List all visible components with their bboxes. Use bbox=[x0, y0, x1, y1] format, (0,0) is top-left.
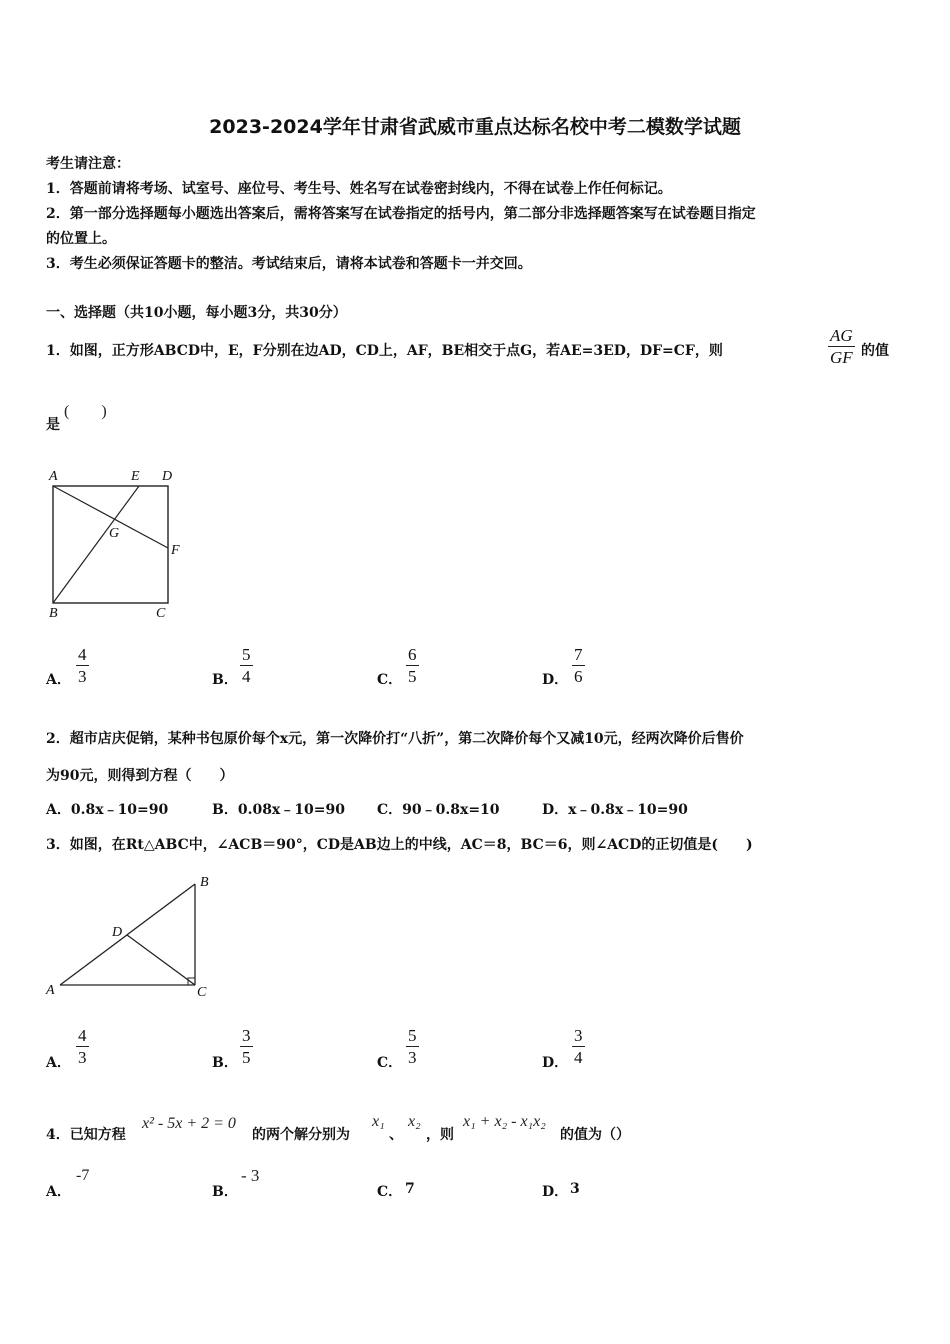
section-heading: 一、选择题（共10小题，每小题3分，共30分） bbox=[46, 305, 347, 321]
label-c: C bbox=[197, 985, 207, 1000]
q4-x2: x₂ bbox=[408, 1113, 421, 1130]
q2-option-c[interactable]: C．90﹣0.8x=10 bbox=[377, 802, 500, 818]
numerator: 5 bbox=[242, 645, 251, 664]
square-abcd bbox=[53, 486, 168, 603]
q1-option-d-fraction[interactable] bbox=[572, 644, 585, 687]
label-f: F bbox=[171, 543, 180, 558]
q4-option-b-label: B． bbox=[212, 1184, 238, 1200]
q4-option-d-label: D． bbox=[542, 1184, 569, 1200]
q4-option-a-value[interactable]: -7 bbox=[76, 1167, 90, 1184]
q1-option-c-fraction[interactable] bbox=[406, 644, 419, 687]
q3-option-c-fraction[interactable] bbox=[406, 1025, 419, 1068]
numerator: 4 bbox=[78, 645, 87, 664]
q1-text: 1．如图，正方形ABCD中，E，F分别在边AD，CD上，AF，BE相交于点G，若AE=3ED，DF=CF，则 bbox=[46, 343, 723, 359]
q4-tail: 的值为（） bbox=[560, 1127, 630, 1143]
q2-option-d[interactable]: D．x﹣0.8x﹣10=90 bbox=[542, 802, 688, 818]
numerator: 3 bbox=[242, 1026, 251, 1045]
segment-cd bbox=[127, 935, 195, 985]
q4-option-c-value[interactable]: 7 bbox=[405, 1181, 415, 1197]
q4-separator: 、 bbox=[389, 1127, 403, 1143]
q3-option-a-fraction[interactable] bbox=[76, 1025, 89, 1068]
q4-option-a-label: A． bbox=[46, 1184, 71, 1200]
denominator: 3 bbox=[78, 667, 87, 686]
q1-option-a-fraction[interactable] bbox=[76, 644, 89, 687]
q3-option-a-label: A． bbox=[46, 1055, 71, 1071]
q3-triangle-figure bbox=[40, 870, 230, 1000]
notice-item-2-line-2: 的位置上。 bbox=[46, 231, 116, 247]
q3-option-d-label: D． bbox=[542, 1055, 569, 1071]
q3-option-b-fraction[interactable] bbox=[240, 1025, 253, 1068]
denominator: 5 bbox=[242, 1048, 251, 1067]
numerator: 4 bbox=[78, 1026, 87, 1045]
denominator: 4 bbox=[574, 1048, 583, 1067]
label-d: D bbox=[112, 925, 123, 940]
denominator: 3 bbox=[408, 1048, 417, 1067]
q3-text: 3．如图，在Rt△ABC中，∠ACB＝90°，CD是AB边上的中线，AC＝8，BC＝6，则∠ACD的正切值是( ) bbox=[46, 837, 753, 853]
denominator: 6 bbox=[574, 667, 583, 686]
notice-heading: 考生请注意： bbox=[46, 156, 130, 172]
label-a: A bbox=[49, 469, 58, 484]
q2-option-b[interactable]: B．0.08x﹣10=90 bbox=[212, 802, 345, 818]
notice-item-2-line-1: 2．第一部分选择题每小题选出答案后，需将答案写在试卷指定的括号内，第二部分非选择题答案写在试卷题目指定 bbox=[46, 206, 756, 222]
label-a: A bbox=[46, 983, 55, 998]
denominator: 4 bbox=[242, 667, 251, 686]
q1-option-b-fraction[interactable] bbox=[240, 644, 253, 687]
q2-line-1: 2．超市店庆促销，某种书包原价每个x元，第一次降价打“八折”，第二次降价每个又减10元，经两次降价后售价 bbox=[46, 731, 744, 747]
page-title: 2023-2024学年甘肃省武威市重点达标名校中考二模数学试题 bbox=[209, 116, 741, 138]
label-g: G bbox=[109, 526, 120, 541]
q4-prefix: 4．已知方程 bbox=[46, 1127, 126, 1143]
q4-mid: 的两个解分别为 bbox=[252, 1127, 350, 1143]
q3-option-c-label: C． bbox=[377, 1055, 403, 1071]
label-d: D bbox=[162, 469, 173, 484]
numerator: 6 bbox=[408, 645, 417, 664]
q4-then: ，则 bbox=[426, 1127, 454, 1143]
q4-option-d-value[interactable]: 3 bbox=[570, 1181, 580, 1197]
numerator: 7 bbox=[574, 645, 583, 664]
q1-line-2: 是 bbox=[46, 417, 60, 433]
q1-option-d-label: D． bbox=[542, 672, 569, 688]
q4-x1: x₁ bbox=[372, 1113, 385, 1130]
q1-fraction-denominator: GF bbox=[830, 348, 853, 367]
q1-option-c-label: C． bbox=[377, 672, 403, 688]
q3-option-b-label: B． bbox=[212, 1055, 238, 1071]
q1-option-b-label: B． bbox=[212, 672, 238, 688]
q2-option-a[interactable]: A．0.8x﹣10=90 bbox=[46, 802, 169, 818]
numerator: 5 bbox=[408, 1026, 417, 1045]
label-e: E bbox=[131, 469, 140, 484]
q1-fraction-numerator: AG bbox=[830, 326, 853, 345]
denominator: 3 bbox=[78, 1048, 87, 1067]
q1-option-a-label: A． bbox=[46, 672, 71, 688]
q3-option-d-fraction[interactable] bbox=[572, 1025, 585, 1068]
q1-square-figure bbox=[40, 462, 200, 622]
q2-line-2: 为90元，则得到方程（ ） bbox=[46, 768, 234, 784]
q4-expression: x₁ + x₂ - x₁x₂ bbox=[463, 1113, 546, 1130]
q4-option-b-value[interactable]: - 3 bbox=[241, 1166, 260, 1185]
q1-answer-paren: ( ) bbox=[64, 403, 107, 420]
q1-fraction bbox=[828, 325, 855, 368]
q4-equation: x² - 5x + 2 = 0 bbox=[142, 1115, 236, 1132]
denominator: 5 bbox=[408, 667, 417, 686]
segment-be bbox=[53, 486, 139, 603]
q1-tail: 的值 bbox=[861, 343, 889, 359]
label-b: B bbox=[200, 875, 209, 890]
label-b: B bbox=[49, 606, 58, 621]
label-c: C bbox=[156, 606, 166, 621]
notice-item-3: 3．考生必须保证答题卡的整洁。考试结束后，请将本试卷和答题卡一并交回。 bbox=[46, 256, 532, 272]
notice-item-1: 1．答题前请将考场、试室号、座位号、考生号、姓名写在试卷密封线内，不得在试卷上作任何标记。 bbox=[46, 181, 672, 197]
numerator: 3 bbox=[574, 1026, 583, 1045]
q4-option-c-label: C． bbox=[377, 1184, 403, 1200]
